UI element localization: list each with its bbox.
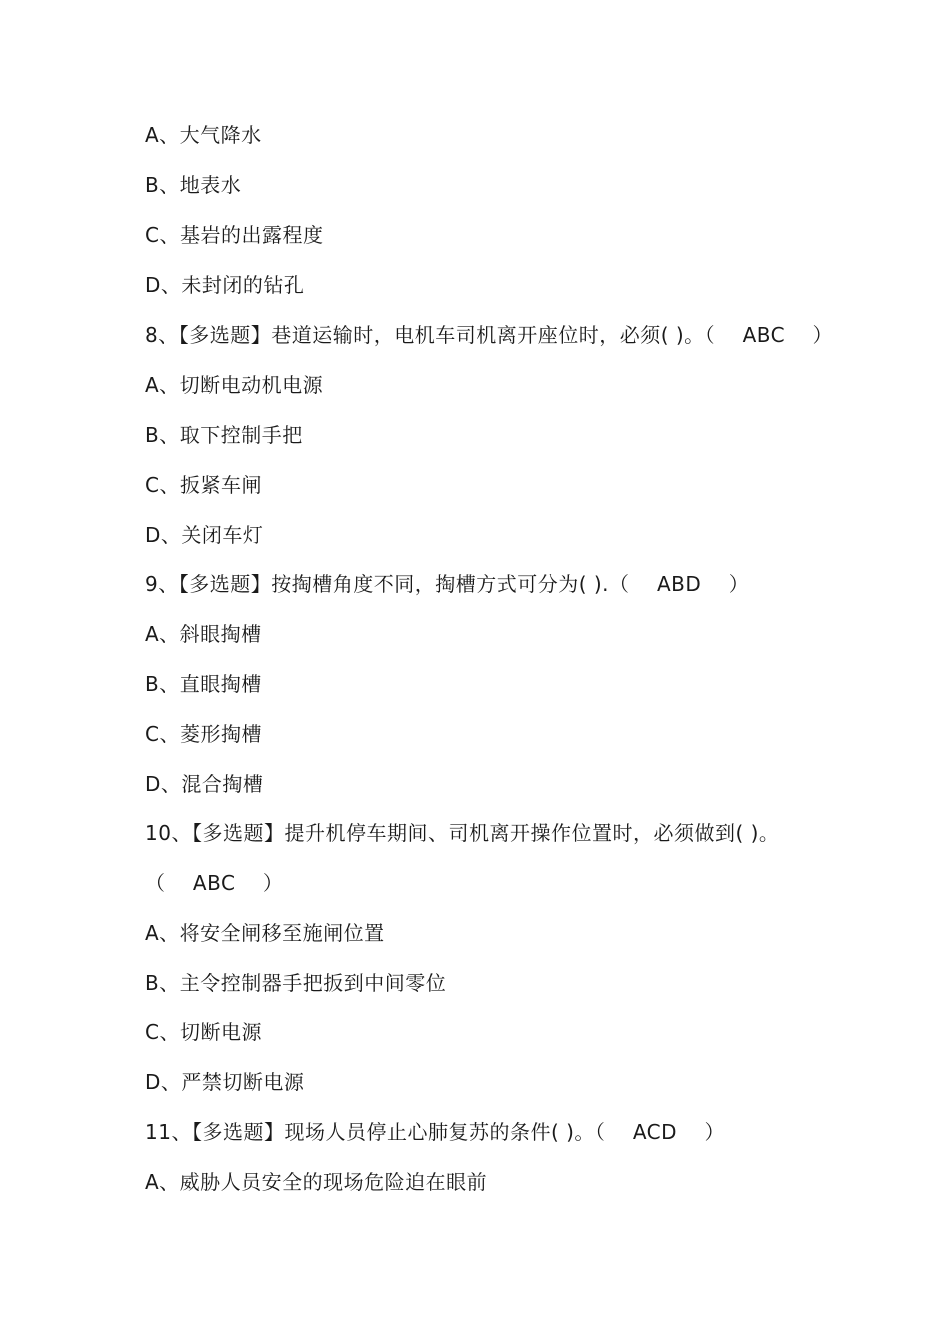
option-d-q7: D、未封闭的钻孔 <box>145 273 305 297</box>
answer-q10: （ ABC ） <box>145 871 284 895</box>
option-b-q9: B、直眼掏槽 <box>145 672 262 696</box>
option-c-q8: C、扳紧车闸 <box>145 473 262 497</box>
option-c-q7: C、基岩的出露程度 <box>145 223 324 247</box>
option-a-q8: A、切断电动机电源 <box>145 373 324 397</box>
option-d-q9: D、混合掏槽 <box>145 772 264 796</box>
question-8: 8、【多选题】巷道运输时，电机车司机离开座位时，必须( )。（ ABC ） <box>145 323 834 347</box>
option-a-q10: A、将安全闸移至施闸位置 <box>145 921 385 945</box>
option-b-q10: B、主令控制器手把扳到中间零位 <box>145 971 447 995</box>
question-10: 10、【多选题】提升机停车期间、司机离开操作位置时，必须做到( )。 <box>145 821 780 845</box>
option-b-q8: B、取下控制手把 <box>145 423 303 447</box>
option-a-q11: A、威胁人员安全的现场危险迫在眼前 <box>145 1170 488 1194</box>
option-c-q9: C、菱形掏槽 <box>145 722 262 746</box>
option-b-q7: B、地表水 <box>145 173 242 197</box>
option-a-q7: A、大气降水 <box>145 123 262 147</box>
option-d-q8: D、关闭车灯 <box>145 523 264 547</box>
option-d-q10: D、严禁切断电源 <box>145 1070 305 1094</box>
option-a-q9: A、斜眼掏槽 <box>145 622 262 646</box>
question-9: 9、【多选题】按掏槽角度不同，掏槽方式可分为( ).（ ABD ） <box>145 572 750 596</box>
option-c-q10: C、切断电源 <box>145 1020 262 1044</box>
question-11: 11、【多选题】现场人员停止心肺复苏的条件( )。（ ACD ） <box>145 1120 725 1144</box>
